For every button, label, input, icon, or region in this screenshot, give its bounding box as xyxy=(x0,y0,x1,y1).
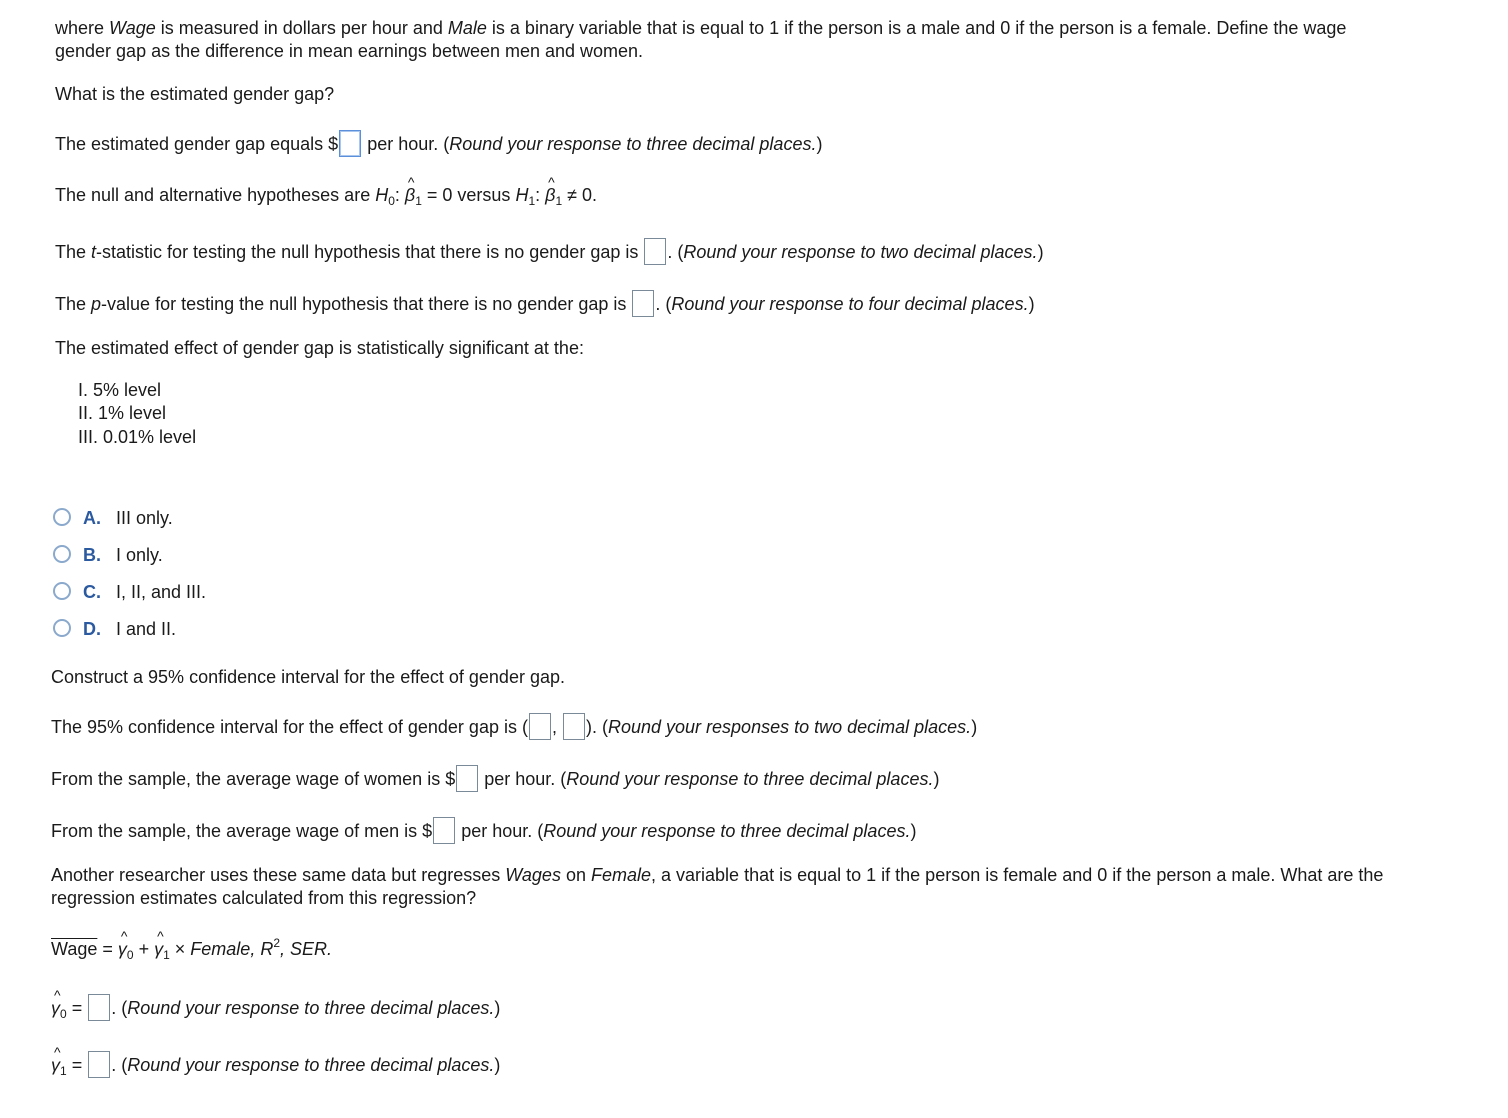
option-b-radio[interactable] xyxy=(53,545,71,563)
men-wage-input[interactable] xyxy=(433,817,455,844)
t-statistic-line: The t-statistic for testing the null hypothesis that there is no gender gap is . (Round your response to two decimal places.) xyxy=(55,238,1044,265)
option-a[interactable]: A. III only. xyxy=(83,508,173,528)
option-c[interactable]: C. I, II, and III. xyxy=(83,582,207,602)
gamma0-line: ^ $\gamma_0$ = . (Round your response to three decimal places.) xyxy=(51,994,500,1021)
option-b[interactable]: B. I only. xyxy=(83,545,163,565)
women-wage-input[interactable] xyxy=(456,765,478,792)
p-value-line: The p-value for testing the null hypothesis that there is no gender gap is . (Round your response to four decimal places.) xyxy=(55,290,1035,317)
gamma1-line: ^ $\gamma_1$ = . (Round your response to three decimal places.) xyxy=(51,1051,500,1078)
regression-equation: Wage = ^ $\gamma_0$ + ^ $\gamma_1$ × Female, $R^2$, SER. xyxy=(51,938,332,961)
level-item: I. 5% level xyxy=(78,380,162,400)
ci-answer-line: The 95% confidence interval for the effect of gender gap is ( , ). (Round your responses to two decimal places.) xyxy=(51,713,977,740)
beta-hat-symbol: ^ β xyxy=(545,184,555,207)
option-d[interactable]: D. I and II. xyxy=(83,619,177,639)
level-item: II. 1% level xyxy=(78,403,167,423)
hypotheses-line: The null and alternative hypotheses are $H_0$: ^ $\beta_1 = 0$ versus $H_1$: ^ $\beta_1 \ne 0$. xyxy=(55,184,597,207)
intro-line-1: where Wage is measured in dollars per hour and Male is a binary variable that is equal to 1 if the person is a male and 0 if the person is a female. Define the wage xyxy=(55,18,1347,38)
another-line-2: regression estimates calculated from this regression? xyxy=(51,888,477,908)
ci-question: Construct a 95% confidence interval for the effect of gender gap. xyxy=(51,667,565,687)
option-c-radio[interactable] xyxy=(53,582,71,600)
gap-answer-line: The estimated gender gap equals $ per hour. (Round your response to three decimal places.) xyxy=(55,130,822,157)
gap-question: What is the estimated gender gap? xyxy=(55,84,335,104)
another-line-1: Another researcher uses these same data but regresses Wages on Female, a variable that is equal to 1 if the person is female and 0 if the person a male. What are the xyxy=(51,865,1384,885)
ci-lower-input[interactable] xyxy=(529,713,551,740)
women-wage-line: From the sample, the average wage of women is $ per hour. (Round your response to three decimal places.) xyxy=(51,765,939,792)
ci-upper-input[interactable] xyxy=(563,713,585,740)
gamma0-input[interactable] xyxy=(88,994,110,1021)
option-d-radio[interactable] xyxy=(53,619,71,637)
gender-gap-input[interactable] xyxy=(339,130,361,157)
gamma1-input[interactable] xyxy=(88,1051,110,1078)
men-wage-line: From the sample, the average wage of men is $ per hour. (Round your response to three decimal places.) xyxy=(51,817,916,844)
t-statistic-input[interactable] xyxy=(644,238,666,265)
intro-line-2: gender gap as the difference in mean earnings between men and women. xyxy=(55,41,644,61)
p-value-input[interactable] xyxy=(632,290,654,317)
significance-question: The estimated effect of gender gap is statistically significant at the: xyxy=(55,338,584,358)
option-a-radio[interactable] xyxy=(53,508,71,526)
level-item: III. 0.01% level xyxy=(78,427,197,447)
beta-hat-symbol: ^ β xyxy=(405,184,415,207)
